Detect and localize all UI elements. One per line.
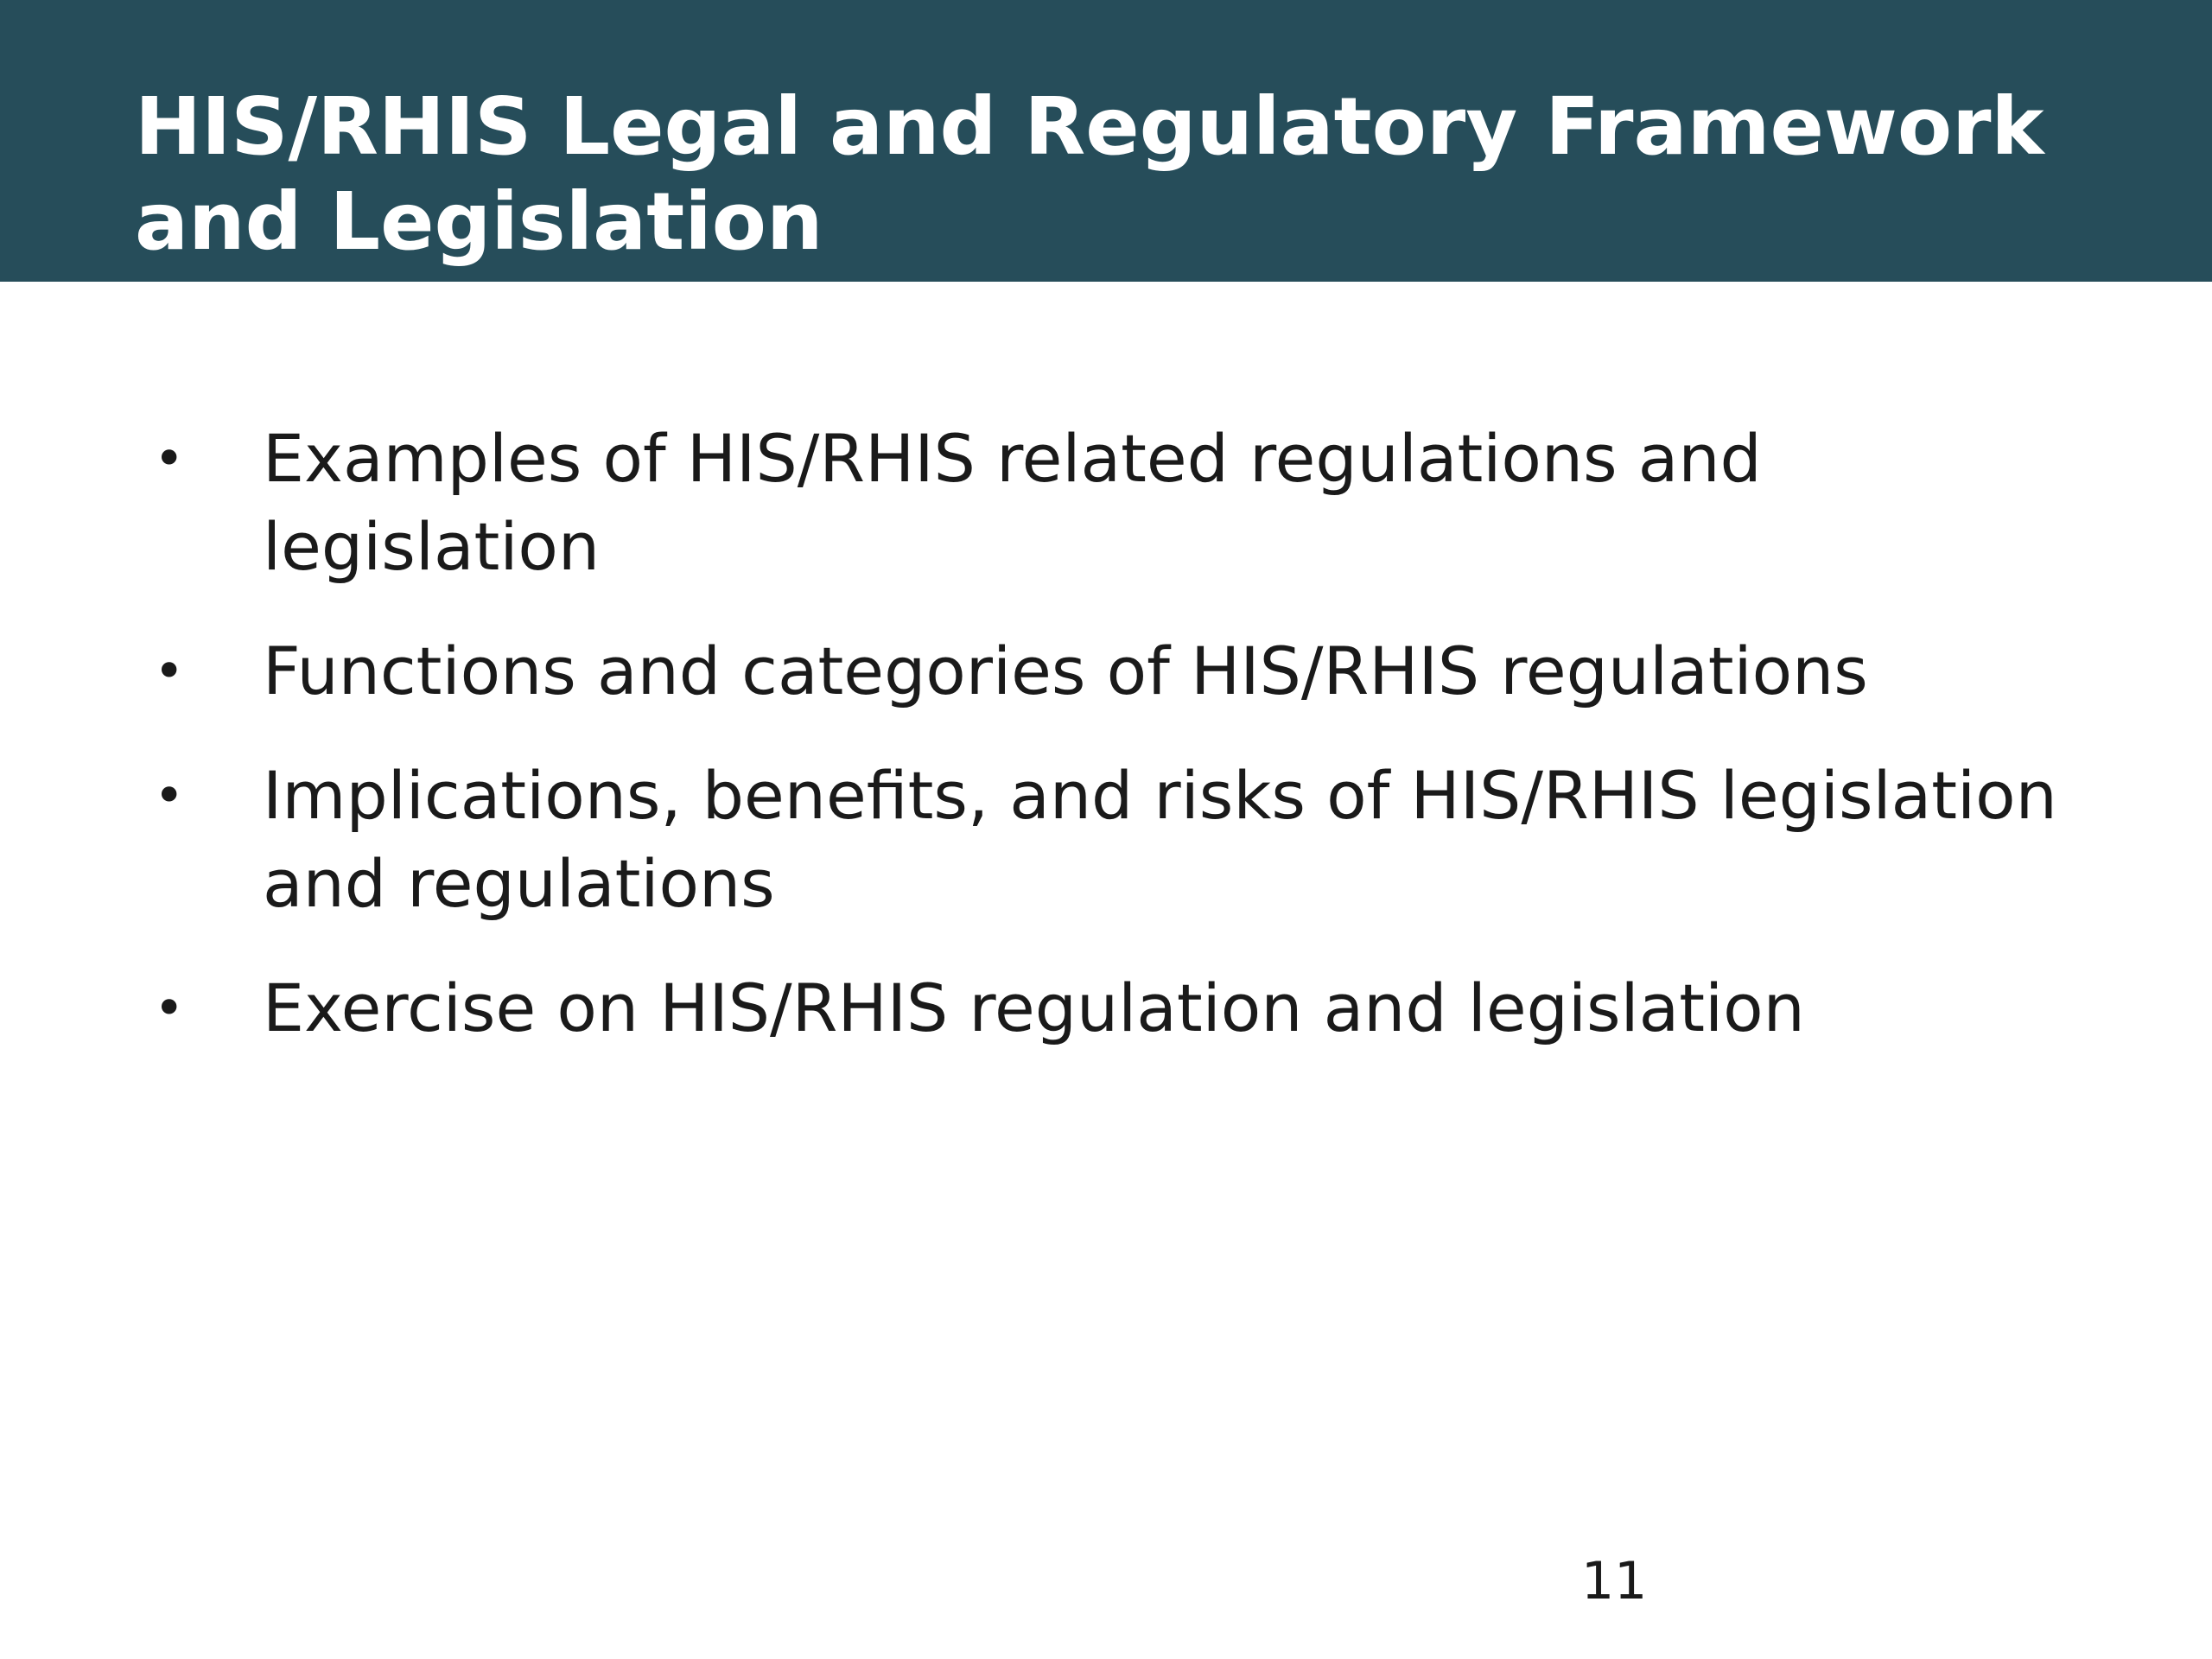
bullet-item-4 [0, 964, 2077, 1052]
bullet-icon: • [154, 766, 185, 826]
bullet-text-2: Functions and categories of HIS/RHIS regulations [263, 632, 1868, 709]
bullet-text-1: Examples of HIS/RHIS related regulations and legislation [263, 420, 1762, 585]
bullet-icon: • [154, 429, 185, 489]
bullet-item-3 [0, 752, 2077, 928]
bullet-icon: • [154, 978, 185, 1039]
bullet-item-2 [0, 627, 2077, 715]
bullet-text-3: Implications, benefits, and risks of HIS/RHIS legislation and regulations [263, 757, 2057, 922]
bullet-text-4: Exercise on HIS/RHIS regulation and legislation [263, 969, 1805, 1046]
page-number: 11 [1581, 1551, 1648, 1611]
title-bar [0, 0, 2212, 282]
bullet-item-1 [0, 415, 2077, 591]
bullet-list [0, 415, 2212, 1089]
slide-title: HIS/RHIS Legal and Regulatory Framework and Legislation [135, 80, 2044, 268]
bullet-icon: • [154, 641, 185, 702]
